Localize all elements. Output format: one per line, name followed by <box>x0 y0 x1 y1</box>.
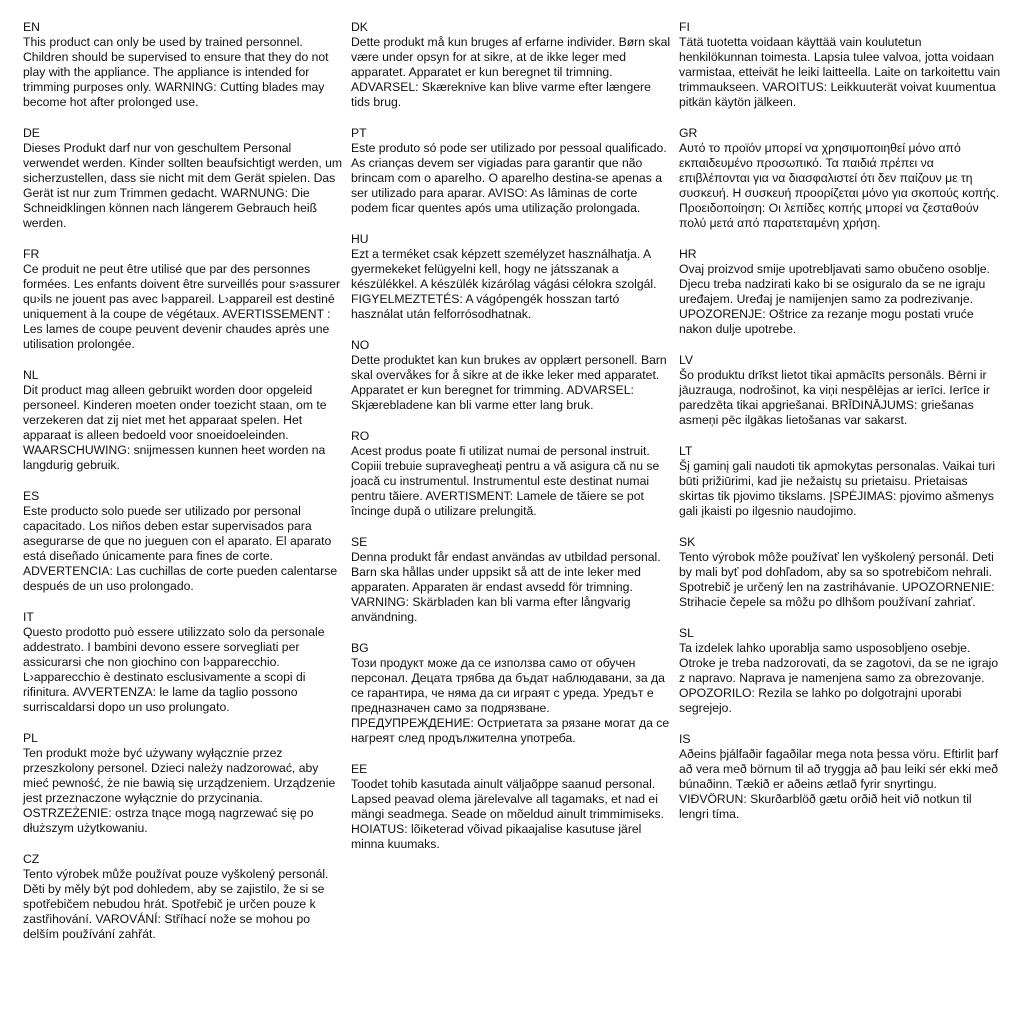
section-ee <box>351 762 673 852</box>
column-1 <box>23 20 345 958</box>
section-sk <box>679 535 1001 610</box>
language-code: SE <box>351 535 368 549</box>
language-code: NO <box>351 338 370 352</box>
section-text: Este producto solo puede ser utilizado por personal capacitado. Los niños deben estar supervisados para asegurarse de que no jueguen con el aparato. El aparato está diseñado únicamente para fines de corte. ADVERTENCIA: Las cuchillas de corte pueden calentarse después de un uso prolongado. <box>23 504 338 593</box>
section-text: Този продукт може да се използва само от обучен персонал. Децата трябва да бъдат наблюдавани, за да се гарантира, че няма да си играят с уреда. Уредът е предназначен само за подрязване. ПРЕДУПРЕЖДЕНИЕ: Остриетата за рязане могат да се нагреят след продължителна употреба. <box>351 656 670 745</box>
language-code: BG <box>351 641 369 655</box>
language-code: NL <box>23 368 39 382</box>
language-code: IS <box>679 732 691 746</box>
language-code: LT <box>679 444 693 458</box>
section-text: Αυτό το προϊόν μπορεί να χρησιμοποιηθεί μόνο από εκπαιδευμένο προσωπικό. Τα παιδιά πρέπει να επιβλέπονται για να διασφαλιστεί ότι δεν παίζουν με τη συσκευή. Η συσκευή προορίζεται μόνο για σκοπούς κοπής. Προειδοποίηση: Οι λεπίδες κοπής μπορεί να ζεσταθούν πολύ μετά από παρατεταμένη χρήση. <box>679 141 1000 230</box>
section-lv <box>679 353 1001 428</box>
section-text: This product can only be used by trained personnel. Children should be supervised to ensure that they do not play with the appliance. The appliance is intended for trimming purposes only. WARNING: Cutting blades may become hot after prolonged use. <box>23 35 329 109</box>
section-text: Ce produit ne peut être utilisé que par des personnes formées. Les enfants doivent être surveillés pour s›assurer qu›ils ne jouent pas avec l›appareil. L›appareil est destiné uniquement à la coupe de végétaux. AVERTISSEMENT : Les lames de coupe peuvent devenir chaudes après une utilisation prolongée. <box>23 262 341 351</box>
section-fr <box>23 247 345 352</box>
section-nl <box>23 368 345 473</box>
section-text: Ezt a terméket csak képzett személyzet használhatja. A gyermekeket felügyelni kell, hogy ne játsszanak a készülékkel. A készülék kizárólag vágási célokra szolgál. FIGYELMEZTETÉS: A vágópengék hosszan tartó használat után felforrósodhatnak. <box>351 247 657 321</box>
section-it <box>23 610 345 715</box>
section-text: Šį gaminį gali naudoti tik apmokytas personalas. Vaikai turi būti prižiūrimi, kad jie nežaistų su prietaisu. Prietaisas skirtas tik pjovimo tikslams. ĮSPĖJIMAS: pjovimo ašmenys gali įkaisti po ilgesnio naudojimo. <box>679 459 996 518</box>
language-code: PT <box>351 126 367 140</box>
language-code: FI <box>679 20 690 34</box>
language-code: DE <box>23 126 40 140</box>
section-text: Aðeins þjálfaðir fagaðilar mega nota þessa vöru. Eftirlit þarf að vera með börnum til að tryggja að þau leiki sér ekki með búnaðinn. Tækið er aðeins ætlað fyrir snyrtingu. VIÐVÖRUN: Skurðarblöð gætu orðið heit við notkun til lengri tíma. <box>679 747 999 821</box>
section-dk <box>351 20 673 110</box>
section-text: Ta izdelek lahko uporablja samo usposobljeno osebje. Otroke je treba nadzorovati, da se zagotovi, da se ne igrajo z napravo. Naprava je namenjena samo za obrezovanje. OPOZORILO: Rezila se lahko po dolgotrajni uporabi segrejejo. <box>679 641 999 715</box>
column-2 <box>351 20 673 868</box>
section-text: Este produto só pode ser utilizado por pessoal qualificado. As crianças devem ser vigiadas para garantir que não brincam com o aparelho. O aparelho destina-se apenas a ser utilizado para aparar. AVISO: As lâminas de corte podem ficar quentes após uma utilização prolongada. <box>351 141 667 215</box>
section-bg <box>351 641 673 746</box>
language-code: EN <box>23 20 40 34</box>
section-text: Ovaj proizvod smije upotrebljavati samo obučeno osoblje. Djecu treba nadzirati kako bi se osiguralo da se ne igraju uređajem. Uređaj je namijenjen samo za podrezivanje. UPOZORENJE: Oštrice za rezanje mogu postati vruće nakon dulje upotrebe. <box>679 262 990 336</box>
section-text: Ten produkt może być używany wyłącznie przez przeszkolony personel. Dzieci należy nadzorować, aby mieć pewność, że nie bawią się urządzeniem. Urządzenie jest przeznaczone wyłącznie do przycinania. OSTRZEŻENIE: ostrza tnące mogą nagrzewać się po dłuższym użytkowaniu. <box>23 746 336 835</box>
language-code: FR <box>23 247 40 261</box>
language-code: SK <box>679 535 696 549</box>
section-text: Dit product mag alleen gebruikt worden door opgeleid personeel. Kinderen moeten onder toezicht staan, om te verzekeren dat zij niet met het apparaat spelen. Het apparaat is alleen bedoeld voor snoeidoeleinden. WAARSCHUWING: snijmessen kunnen heet worden na langdurig gebruik. <box>23 383 327 472</box>
language-code: LV <box>679 353 694 367</box>
section-es <box>23 489 345 594</box>
language-code: GR <box>679 126 698 140</box>
language-code: SL <box>679 626 694 640</box>
section-text: Dieses Produkt darf nur von geschultem Personal verwendet werden. Kinder sollten beaufsichtigt werden, um sicherzustellen, dass sie nicht mit dem Gerät spielen. Das Gerät ist nur zum Trimmen gedacht. WARNUNG: Die Schneidklingen können nach längerem Gebrauch heiß werden. <box>23 141 343 230</box>
section-pt <box>351 126 673 216</box>
section-hr <box>679 247 1001 337</box>
column-3 <box>679 20 1001 838</box>
section-text: Tento výrobek může používat pouze vyškolený personál. Děti by měly být pod dohledem, aby se zajistilo, že si se spotřebičem nebudou hrát. Spotřebič je určen pouze k zastřihování. VAROVÁNÍ: Stříhací nože se mohou po delším používání zahřát. <box>23 867 329 941</box>
section-se <box>351 535 673 625</box>
language-code: PL <box>23 731 38 745</box>
section-cz <box>23 852 345 942</box>
language-code: CZ <box>23 852 40 866</box>
section-text: Denna produkt får endast användas av utbildad personal. Barn ska hållas under uppsikt så att de inte leker med apparaten. Apparaten är endast avsedd för trimning. VARNING: Skärbladen kan bli varma efter långvarig användning. <box>351 550 661 624</box>
section-text: Toodet tohib kasutada ainult väljaõppe saanud personal. Lapsed peavad olema järelevalve all tagamaks, et nad ei mängi seadmega. Seade on mõeldud ainult trimmimiseks. HOIATUS: lõiketerad võivad pikaajalise kasutuse järel minna kuumaks. <box>351 777 664 851</box>
section-en <box>23 20 345 110</box>
language-code: ES <box>23 489 40 503</box>
section-text: Šo produktu drīkst lietot tikai apmācīts personāls. Bērni ir jāuzrauga, nodrošinot, ka viņi nespēlējas ar ierīci. Ierīce ir paredzēta tikai apgriešanai. BRĪDINĀJUMS: griešanas asmeņi pēc ilgākas lietošanas var sakarst. <box>679 368 990 427</box>
section-pl <box>23 731 345 836</box>
section-hu <box>351 232 673 322</box>
section-no <box>351 338 673 413</box>
section-de <box>23 126 345 231</box>
section-text: Tätä tuotetta voidaan käyttää vain koulutetun henkilökunnan toimesta. Lapsia tulee valvoa, jotta voidaan varmistaa, etteivät he leiki laitteella. Laite on tarkoitettu vain trimmaukseen. VAROITUS: Leikkuuterät voivat kuumentua pitkän käytön jälkeen. <box>679 35 1001 109</box>
section-text: Questo prodotto può essere utilizzato solo da personale addestrato. I bambini devono essere sorvegliati per assicurarsi che non giochino con l›apparecchio. L›apparecchio è destinato esclusivamente a scopi di rifinitura. AVVERTENZA: le lame da taglio possono surriscaldarsi dopo un uso prolungato. <box>23 625 325 714</box>
language-code: IT <box>23 610 34 624</box>
section-text: Tento výrobok môže používať len vyškolený personál. Deti by mali byť pod dohľadom, aby sa so spotrebičom nehrali. Spotrebič je určený len na zastrihávanie. UPOZORNENIE: Strihacie čepele sa môžu po dlhšom používaní zahriať. <box>679 550 995 609</box>
section-lt <box>679 444 1001 519</box>
section-fi <box>679 20 1001 110</box>
section-gr <box>679 126 1001 231</box>
section-is <box>679 732 1001 822</box>
language-code: HR <box>679 247 697 261</box>
language-code: DK <box>351 20 368 34</box>
language-code: HU <box>351 232 369 246</box>
section-text: Dette produkt må kun bruges af erfarne individer. Børn skal være under opsyn for at sikre, at de ikke leger med apparatet. Apparatet er kun beregnet til trimning. ADVARSEL: Skæreknive kan blive varme efter længere tids brug. <box>351 35 671 109</box>
section-sl <box>679 626 1001 716</box>
section-ro <box>351 429 673 519</box>
section-text: Dette produktet kan kun brukes av opplært personell. Barn skal overvåkes for å sikre at de ikke leker med apparatet. Apparatet er kun beregnet for trimming. ADVARSEL: Skjærebladene kan bli varme etter lang bruk. <box>351 353 667 412</box>
language-code: RO <box>351 429 370 443</box>
language-code: EE <box>351 762 368 776</box>
section-text: Acest produs poate fi utilizat numai de personal instruit. Copiii trebuie supravegheați pentru a vă asigura că nu se joacă cu instrumentul. Instrumentul este destinat numai pentru tăiere. AVERTISMENT: Lamele de tăiere se pot încinge după o utilizare prelungită. <box>351 444 660 518</box>
